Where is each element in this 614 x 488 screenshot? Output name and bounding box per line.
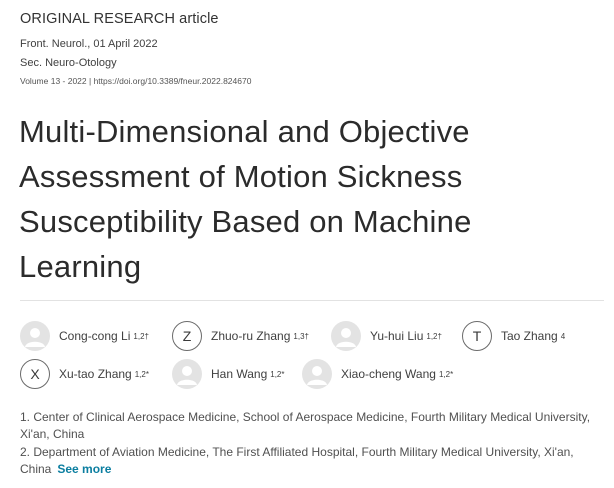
- author-name: Tao Zhang: [501, 329, 558, 343]
- author-affiliation-marker: 1,2*: [270, 369, 285, 379]
- author-name: Xu-tao Zhang: [59, 367, 132, 381]
- section: Sec. Neuro-Otology: [20, 57, 117, 69]
- author-cong-cong-li[interactable]: [20, 320, 149, 352]
- author-name: Han Wang: [211, 367, 268, 381]
- author-affiliation-marker: 1,2*: [134, 369, 149, 379]
- author-affiliation-marker: 1,2†: [426, 331, 442, 341]
- volume: Volume 13 - 2022 |: [20, 76, 92, 86]
- see-more-link[interactable]: See more: [57, 462, 112, 476]
- author-name: Cong-cong Li: [59, 329, 131, 343]
- affiliation-2: [20, 444, 600, 478]
- author-tao-zhang[interactable]: [462, 320, 565, 352]
- author-yu-hui-liu[interactable]: [331, 320, 442, 352]
- person-icon: [172, 359, 202, 389]
- author-name: Xiao-cheng Wang: [341, 367, 436, 381]
- author-affiliation-marker: 1,2†: [133, 331, 149, 341]
- divider: [20, 300, 604, 301]
- affiliation-1: 1. Center of Clinical Aerospace Medicine, School of Aerospace Medicine, Fourth Military Medical University, Xi'an, China: [20, 410, 591, 441]
- author-xu-tao-zhang[interactable]: [20, 358, 149, 390]
- person-icon: [302, 359, 332, 389]
- person-icon: [331, 321, 361, 351]
- author-affiliation-marker: 1,2*: [438, 369, 454, 379]
- initial-avatar: T: [462, 321, 492, 351]
- journal-date: Front. Neurol., 01 April 2022: [20, 38, 158, 50]
- doi-link[interactable]: https://doi.org/10.3389/fneur.2022.824670: [93, 76, 252, 86]
- article-title: Multi-Dimensional and Objective Assessment of Motion Sickness Susceptibility Based on Machine Learning: [19, 114, 472, 284]
- author-han-wang[interactable]: [172, 358, 284, 390]
- article-type: ORIGINAL RESEARCH article: [20, 11, 219, 27]
- author-name: Yu-hui Liu: [370, 329, 424, 343]
- author-affiliation-marker: 4: [560, 331, 566, 341]
- author-name: Zhuo-ru Zhang: [211, 329, 291, 343]
- person-icon: [20, 321, 50, 351]
- author-affiliation-marker: 1,3†: [293, 331, 309, 341]
- initial-avatar: Z: [172, 321, 202, 351]
- author-zhuo-ru-zhang[interactable]: [172, 320, 309, 352]
- author-xiao-cheng-wang[interactable]: [302, 358, 453, 390]
- initial-avatar: X: [20, 359, 50, 389]
- volume-doi-line: [20, 76, 251, 86]
- affiliation-2-text: 2. Department of Aviation Medicine, The First Affiliated Hospital, Fourth Military Medical University, Xi'an, China: [20, 445, 574, 476]
